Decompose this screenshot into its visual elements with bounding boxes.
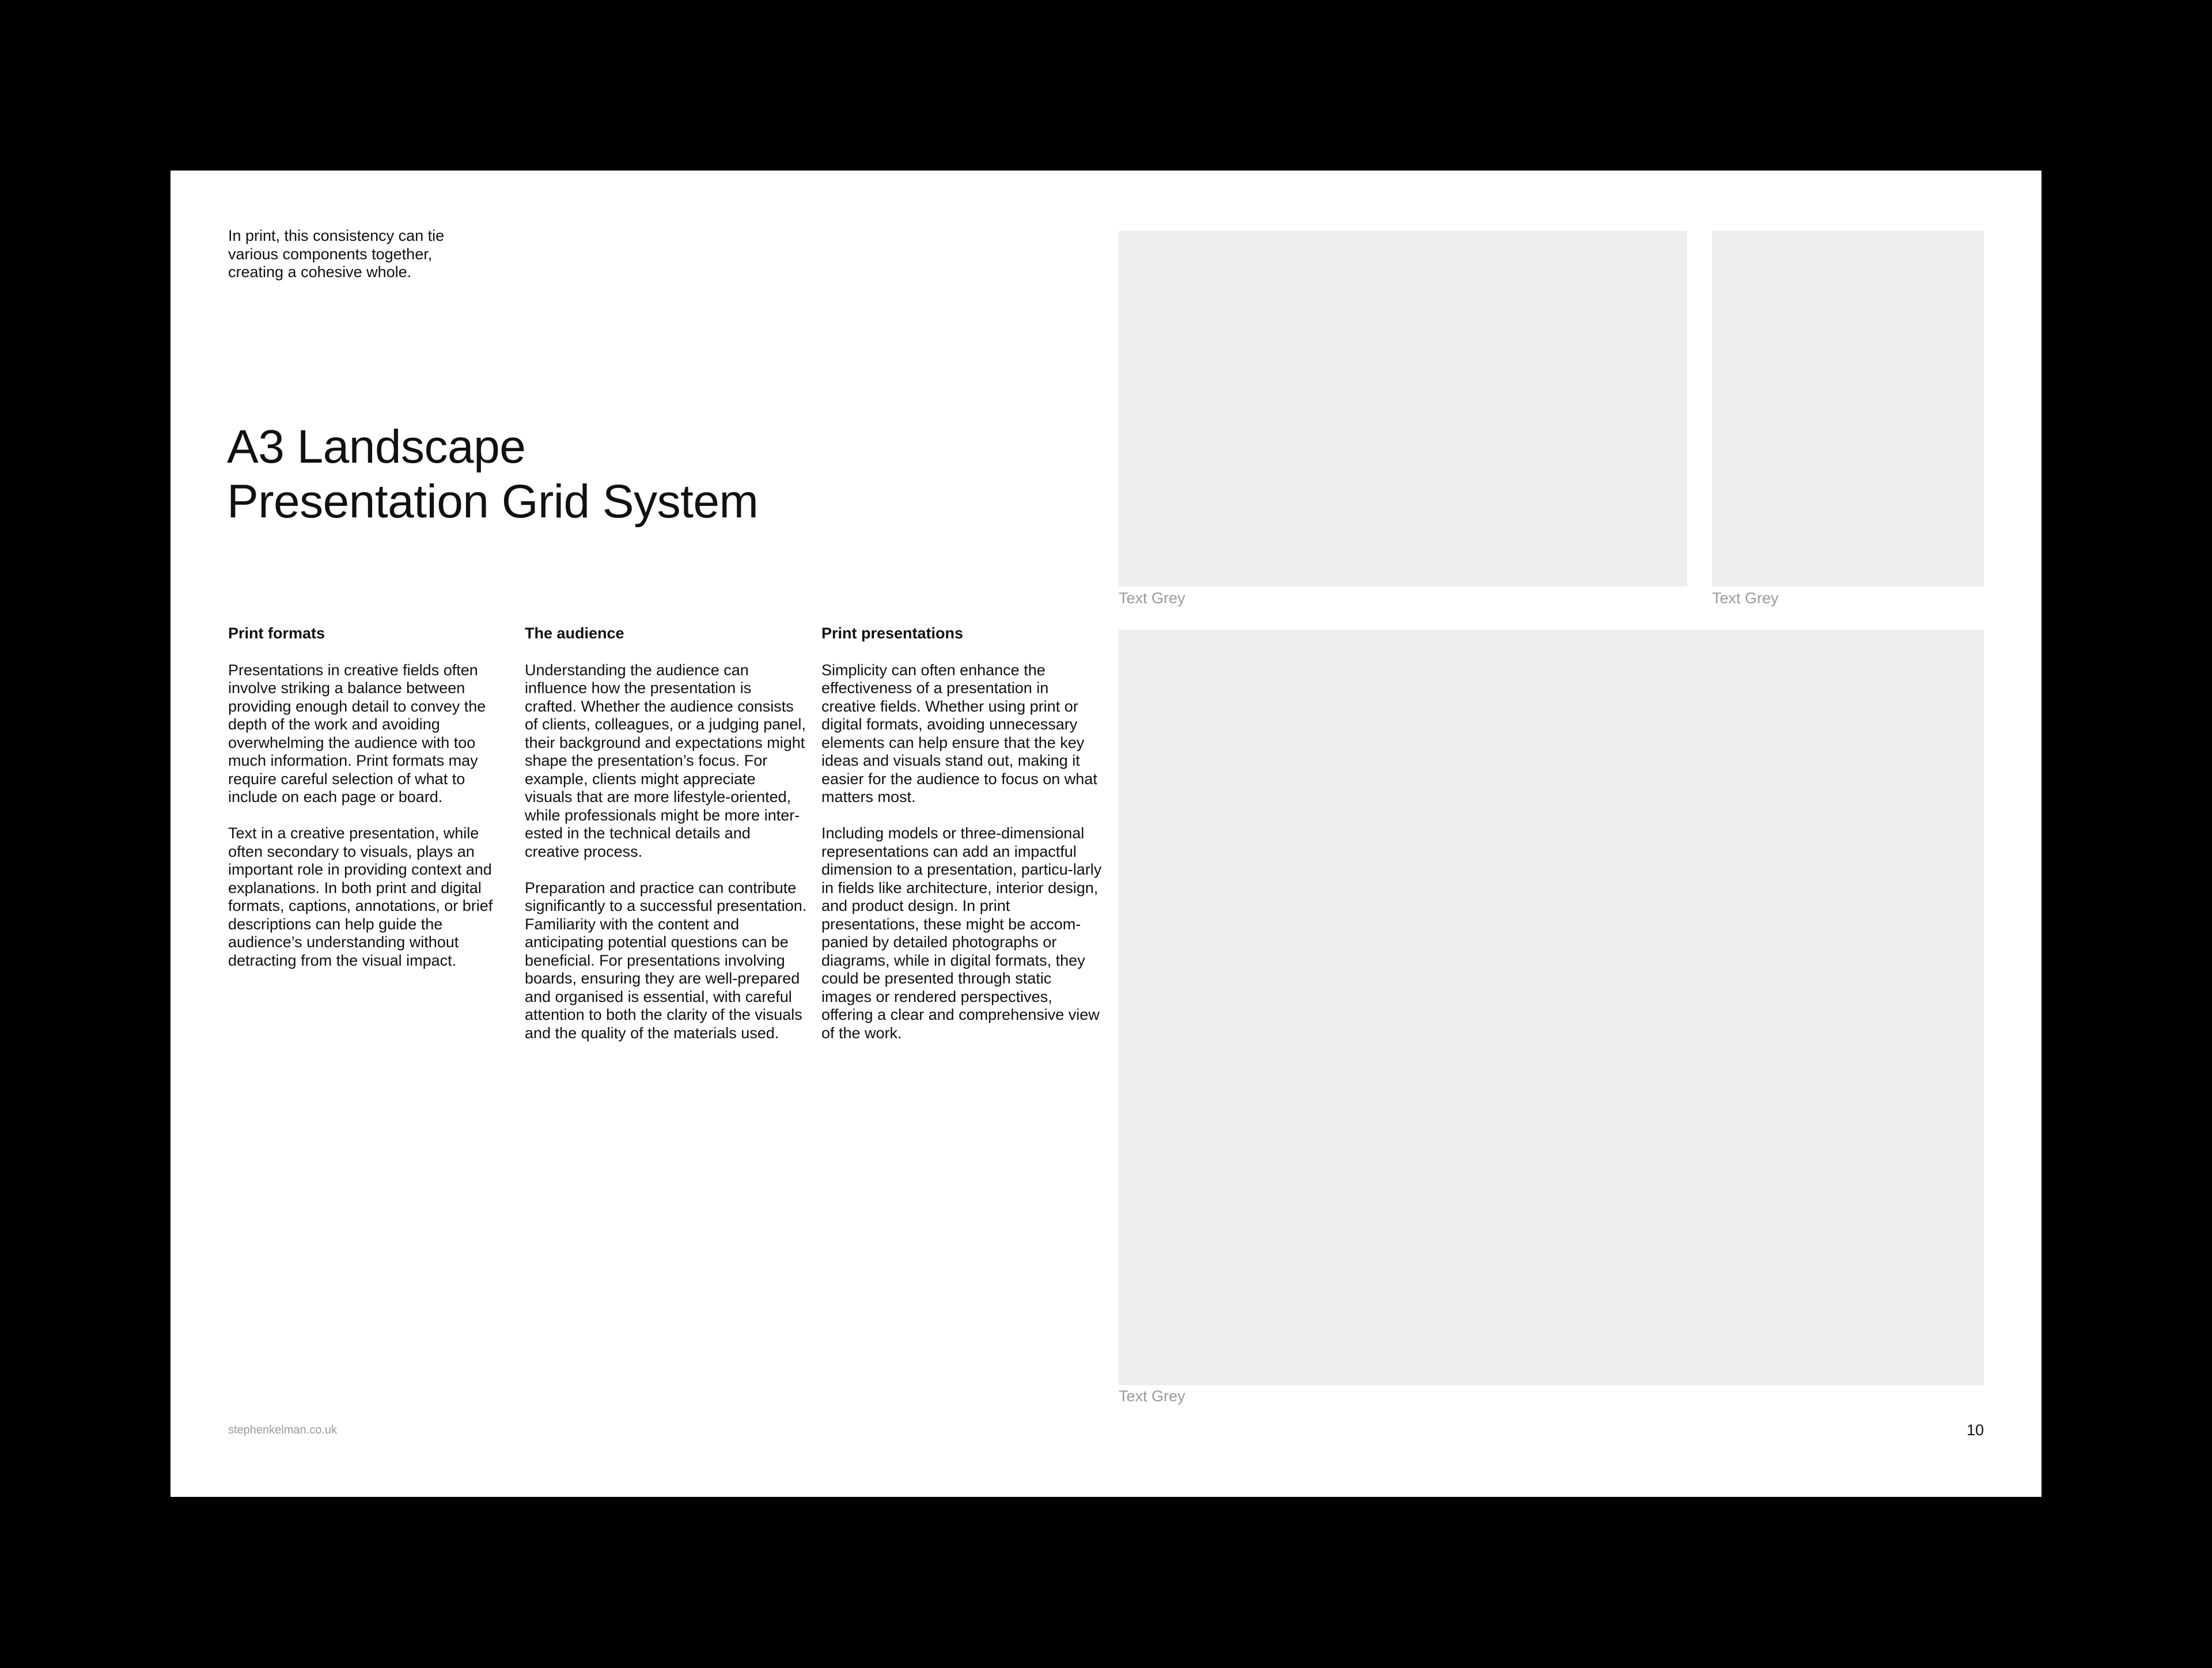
column-paragraph: Preparation and practice can contribute significantly to a successful presentation. Familiarity with the content and anticipating potential questions can be beneficial. For presentations involving boards, ensuring they are well-prepared and organised is essential, with careful attention to both the clarity of the visuals and the quality of the materials used. xyxy=(525,879,807,1042)
column-heading: Print presentations xyxy=(821,625,964,642)
column-paragraph: Understanding the audience can influence how the presentation is crafted. Whether the audience consists of clients, colleagues, or a judging panel, their background and expectations might shape the presentation’s focus. For example, clients might appreciate visuals that are more lifestyle-oriented, while professionals might be more inter-ested in the technical details and creative process. xyxy=(525,661,806,860)
image-placeholder-small xyxy=(1712,231,1984,587)
document-page xyxy=(171,171,2041,1497)
column-paragraph: Including models or three-dimensional representations can add an impactful dimension to a presentation, particu-larly in fields like architecture, interior design, and product design. In print presentations, these might be accom-panied by detailed photographs or diagrams, while in digital formats, they could be presented through static images or rendered perspectives, offering a clear and comprehensive view of the work. xyxy=(821,824,1102,1042)
column-paragraph: Simplicity can often enhance the effectiveness of a presentation in creative fields. Whether using print or digital formats, avoiding unnecessary elements can help ensure that the key ideas and visuals stand out, making it easier for the audience to focus on what matters most. xyxy=(821,661,1097,805)
image-caption: Text Grey xyxy=(1119,589,1185,607)
footer-url: stephenkelman.co.uk xyxy=(228,1424,338,1436)
column-print-presentations xyxy=(821,625,1104,1061)
column-paragraph: Text in a creative presentation, while often secondary to visuals, plays an important role in providing context and explanations. In both print and digital formats, captions, annotations, or brief descriptions can help guide the audience’s understanding without detracting from the visual impact. xyxy=(228,824,493,969)
column-print-formats xyxy=(228,625,510,988)
image-caption: Text Grey xyxy=(1119,1387,1185,1405)
image-placeholder-large xyxy=(1119,231,1687,587)
page-title: A3 Landscape Presentation Grid System xyxy=(227,421,759,528)
intro-text: In print, this consistency can tie various components together, creating a cohesive whole. xyxy=(228,227,445,281)
column-heading: The audience xyxy=(525,625,624,642)
column-the-audience xyxy=(525,625,807,1061)
page-number: 10 xyxy=(1966,1421,1984,1439)
image-caption: Text Grey xyxy=(1712,589,1779,607)
column-heading: Print formats xyxy=(228,625,325,642)
image-placeholder-wide xyxy=(1119,630,1984,1385)
column-paragraph: Presentations in creative fields often involve striking a balance between providing enough detail to convey the depth of the work and avoiding overwhelming the audience with too much information. Print formats may require careful selection of what to include on each page or board. xyxy=(228,661,486,805)
